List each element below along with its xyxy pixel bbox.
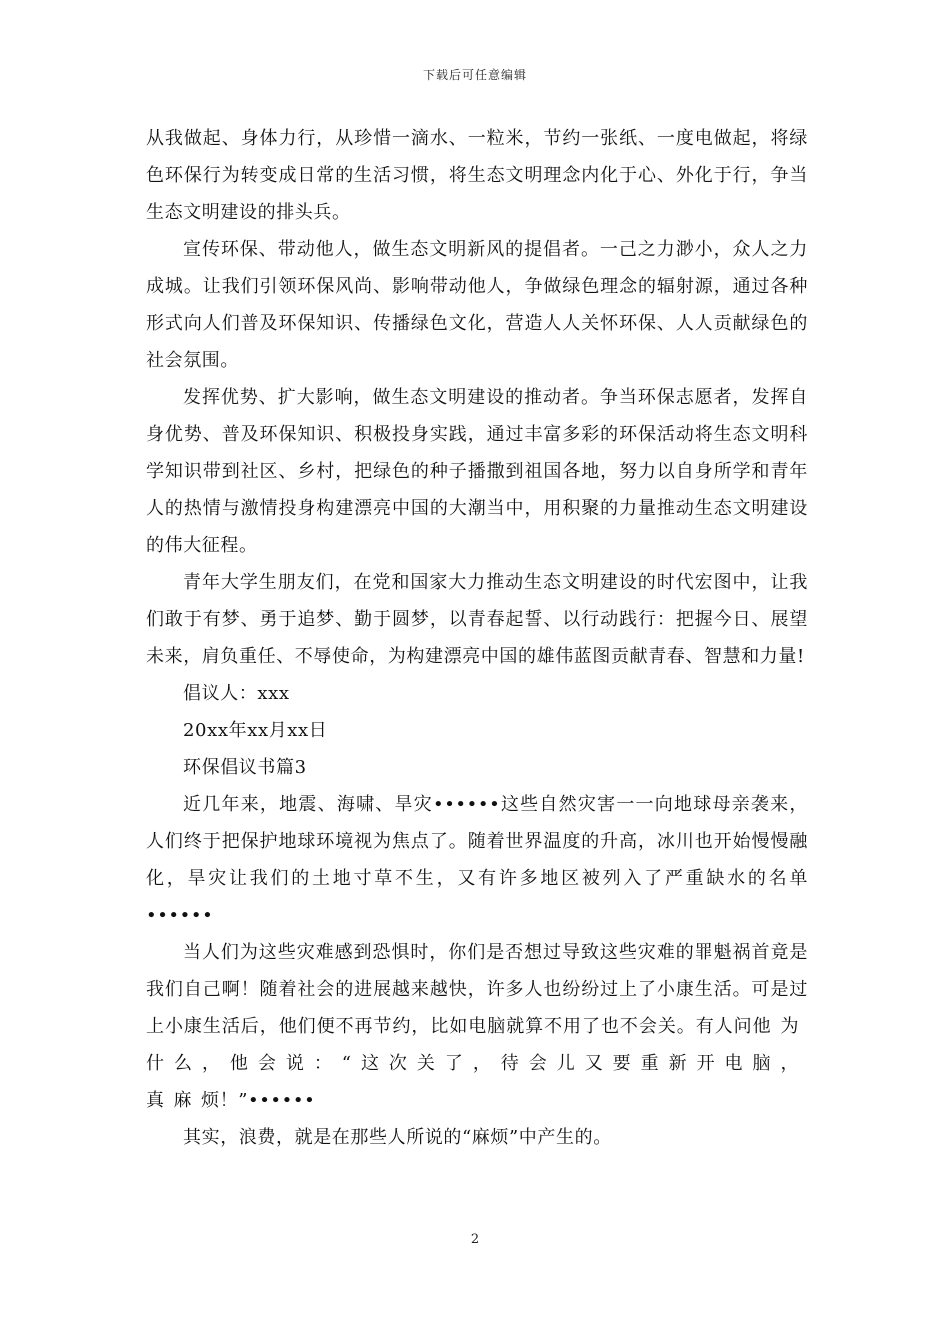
paragraph-6-end: 烦！”•••••• bbox=[201, 1090, 316, 1111]
paragraph-7: 其实，浪费，就是在那些人所说的“麻烦”中产生的。 bbox=[183, 1127, 612, 1148]
paragraph-2: 宣传环保、带动他人，做生态文明新风的提倡者。一己之力渺小，众人之力成城。让我们引领环保风尚、影响带动他人，争做绿色理念的辐射源，通过各种形式向人们普及环保知识、传播绿色文化，营造人人关怀环保、人人贡献绿色的社会氛围。 bbox=[146, 239, 808, 371]
document-body bbox=[146, 120, 808, 1156]
paragraph-6-main: 当人们为这些灾难感到恐惧时，你们是否想过导致这些灾难的罪魁祸首竟是我们自己啊！随着社会的进展越来越快，许多人也纷纷过上了小康生活。可是过上小康生活后，他们便不再节约，比如电脑就算不用了也不会关。有人问 bbox=[146, 942, 808, 1037]
page-number: 2 bbox=[470, 1232, 480, 1247]
paragraph-3: 发挥优势、扩大影响，做生态文明建设的推动者。争当环保志愿者，发挥自身优势、普及环保知识、积极投身实践，通过丰富多彩的环保活动将生态文明科学知识带到社区、乡村，把绿色的种子播撒到祖国各地，努力以自身所学和青年人的热情与激情投身构建漂亮中国的大潮当中，用积聚的力量推动生态文明建设的伟大征程。 bbox=[146, 387, 808, 556]
header-note: 下载后可任意编辑 bbox=[422, 68, 527, 82]
date-line: 20xx年xx月xx日 bbox=[183, 720, 328, 741]
paragraph-6-quote: 他为什么，他会说：“这次关了，待会儿又要重新开电脑，真麻 bbox=[146, 1016, 808, 1111]
paragraph-4: 青年大学生朋友们，在党和国家大力推动生态文明建设的时代宏图中，让我们敢于有梦、勇于追梦、勤于圆梦，以青春起誓、以行动践行：把握今日、展望未来，肩负重任、不辱使命，为构建漂亮中国的雄伟蓝图贡献青春、智慧和力量! bbox=[146, 572, 808, 667]
paragraph-1: 从我做起、身体力行，从珍惜一滴水、一粒米，节约一张纸、一度电做起，将绿色环保行为转变成日常的生活习惯，将生态文明理念内化于心、外化于行，争当生态文明建设的排头兵。 bbox=[146, 128, 808, 223]
signatory-line: 倡议人：xxx bbox=[183, 683, 290, 704]
section-title: 环保倡议书篇3 bbox=[183, 757, 307, 778]
paragraph-5: 近几年来，地震、海啸、旱灾••••••这些自然灾害一一向地球母亲袭来，人们终于把保护地球环境视为焦点了。随着世界温度的升高，冰川也开始慢慢融化，旱灾让我们的土地寸草不生，又有许多地区被列入了严重缺水的名单•••••• bbox=[146, 794, 808, 926]
paragraph-6 bbox=[146, 934, 808, 1119]
